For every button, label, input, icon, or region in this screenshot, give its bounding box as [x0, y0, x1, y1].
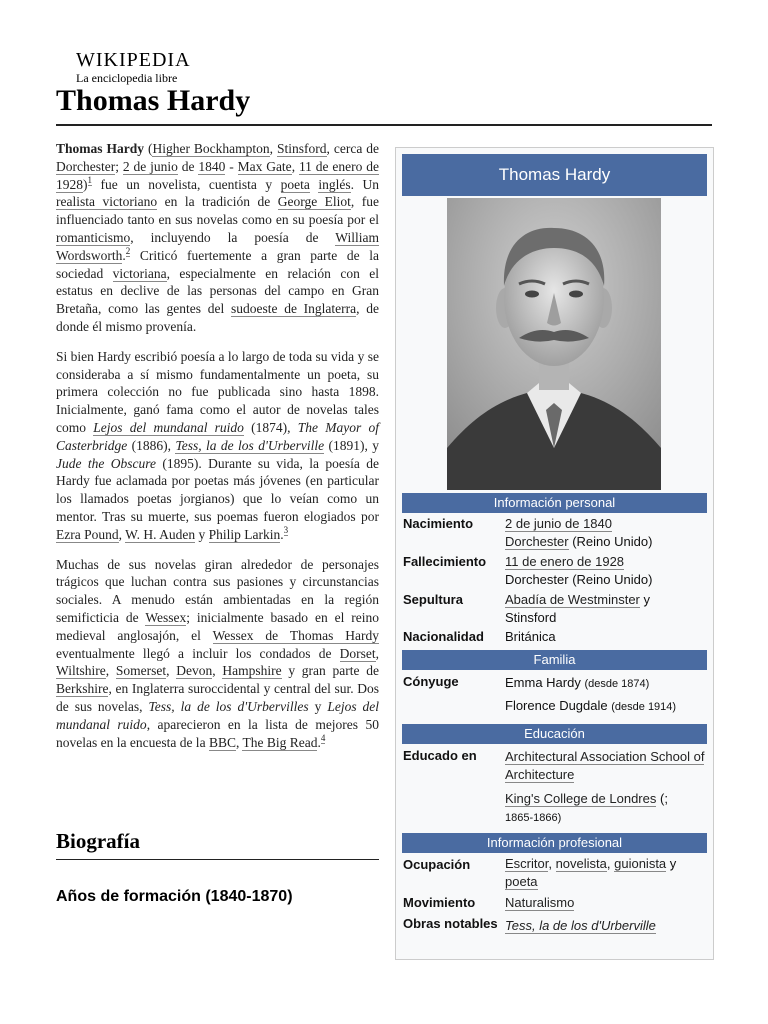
value-conyuge-1: Emma Hardy (desde 1874) [505, 675, 650, 690]
infobox [395, 147, 714, 960]
link-romanticismo[interactable]: romanticismo [56, 229, 131, 245]
value-fallecimiento: 11 de enero de 1928 Dorchester (Reino Unido) [505, 554, 653, 587]
title-divider [56, 124, 712, 126]
link-william-wordsworth[interactable]: William Wordsworth [56, 229, 379, 263]
link-victoriana[interactable]: victoriana [112, 265, 167, 281]
link-poeta[interactable]: poeta [280, 176, 310, 192]
ref-1[interactable]: 1 [87, 175, 92, 186]
value-sepultura: Abadía de Westminster y Stinsford [505, 592, 651, 625]
intro-paragraph-2: Si bien Hardy escribió poesía a lo largo de toda su vida y se consideraba a sí mismo fundamentalmente un poeta, su primera colección no fue publicada sino hasta 1898. Inicialmente, ganó fama como el autor de novelas tales como Lejos del mundanal ruido (1874), The Mayor of Casterbridge (1886), Tess, la de los d'Urberville (1891), y Jude the Obscure (1895). Durante su vida, la poesía de Hardy fue aclamada por poetas más jóvenes (en particular los llamados poetas jorgianos) que lo veían como un mentor. Tras su muerte, sus poemas fueron elogiados por Ezra Pound, W. H. Auden y Philip Larkin.$^3$ [56, 348, 380, 542]
link-tess[interactable]: Tess, la de los d'Urberville [175, 437, 325, 453]
title-lejos: Lejos del mundanal ruido [56, 698, 380, 732]
link-wessex[interactable]: Wessex [145, 609, 187, 625]
link-dorchester[interactable]: Dorchester [56, 158, 116, 174]
link-poeta-infobox[interactable]: poeta [505, 873, 538, 889]
link-naturalismo[interactable]: Naturalismo [505, 895, 575, 910]
link-kings-college[interactable]: King's College de Londres [505, 791, 657, 806]
infobox-section-profesional: Información profesional [402, 833, 707, 853]
value-conyuge-2: Florence Dugdale (desde 1914) [505, 698, 677, 713]
link-realista-victoriano[interactable]: realista victoriano [56, 194, 158, 210]
portrait-photo[interactable] [447, 198, 661, 490]
label-conyuge: Cónyuge [403, 674, 459, 689]
wikipedia-logo[interactable] [76, 50, 191, 86]
link-hampshire[interactable]: Hampshire [222, 663, 282, 679]
infobox-section-educacion: Educación [402, 724, 707, 744]
subsection-heading-formacion: Años de formación (1840-1870) [56, 888, 293, 905]
link-stinsford[interactable]: Stinsford [277, 141, 327, 156]
link-birth-date-infobox[interactable]: 2 de junio de 1840 [505, 516, 612, 531]
intro-paragraph-3: Muchas de sus novelas giran alrededor de personajes trágicos que luchan contra sus pasiones y circunstancias sociales. A menudo están ambientadas en la región semificticia de Wessex; inicialmente basado en el reino medieval anglosajón, el Wessex de Thomas Hardy eventualmente llegó a incluir los condados de Dorset, Wiltshire, Somerset, Devon, Hampshire y gran parte de Berkshire, en Inglaterra suroccidental y central del sur. Dos de sus novelas, Tess, la de los d'Urbervilles y Lejos del mundanal ruido, aparecieron en la lista de mejores 50 novelas en la encuesta de la BBC, The Big Read.$^4$ [56, 556, 380, 750]
label-movimiento: Movimiento [403, 895, 476, 910]
wikipedia-tagline: La enciclopedia libre [76, 71, 178, 85]
link-tess-infobox[interactable]: Tess, la de los d'Urberville [505, 918, 656, 933]
link-higher-bockhampton[interactable]: Higher Bockhampton [152, 141, 270, 156]
link-devon[interactable]: Devon [176, 663, 213, 679]
link-dorset[interactable]: Dorset [339, 645, 376, 661]
link-lejos-del-mundanal-ruido[interactable]: Lejos del mundanal ruido [93, 419, 244, 435]
link-somerset[interactable]: Somerset [115, 663, 167, 679]
label-fallecimiento: Fallecimiento [403, 554, 487, 569]
link-wh-auden[interactable]: W. H. Auden [125, 526, 196, 542]
value-ocupacion: Escritor, novelista, guionista y poeta [505, 856, 677, 889]
value-movimiento [505, 894, 707, 912]
portrait-image [447, 198, 661, 490]
infobox-title: Thomas Hardy [402, 154, 707, 196]
link-berkshire[interactable]: Berkshire [56, 681, 109, 697]
value-nacimiento: 2 de junio de 1840 Dorchester (Reino Unido) [505, 516, 653, 549]
link-death-date[interactable]: 11 de enero de 1928 [56, 158, 380, 192]
link-wessex-thomas-hardy[interactable]: Wessex de Thomas Hardy [212, 627, 379, 643]
title-jude-the-obscure: Jude the Obscure [56, 455, 156, 471]
label-educado-en: Educado en [403, 748, 477, 763]
infobox-section-familia: Familia [402, 650, 707, 670]
article-body [56, 140, 379, 763]
link-ezra-pound[interactable]: Ezra Pound [56, 526, 119, 542]
link-death-date-infobox[interactable]: 11 de enero de 1928 [505, 554, 625, 569]
label-sepultura: Sepultura [403, 592, 463, 607]
link-birth-place-infobox[interactable]: Dorchester [505, 533, 569, 549]
value-educado-2: King's College de Londres (; 1865-1866) [505, 791, 668, 824]
link-george-eliot[interactable]: George Eliot [277, 194, 351, 210]
link-sudoeste-inglaterra[interactable]: sudoeste de Inglaterra [230, 301, 357, 317]
link-escritor[interactable]: Escritor [505, 856, 549, 871]
intro-paragraph-1: Thomas Hardy (Higher Bockhampton, Stinsford, cerca de Dorchester; 2 de junio de 1840 - Max Gate, 11 de enero de 1928)$^1$ fue un novelista, cuentista y poeta inglés. Un realista victoriano en la tradición de George Eliot, fue influenciado tanto en sus novelas como en su poesía por el romanticismo, incluyendo la poesía de William Wordsworth.$^2$ Criticó fuertemente a gran parte de la sociedad victoriana, especialmente en relación con el estatus en declive de las personas del campo en Gran Bretaña, como las gentes del sudoeste de Inglaterra, de donde él mismo provenía. [56, 141, 380, 334]
link-the-big-read[interactable]: The Big Read [242, 734, 318, 750]
ref-3[interactable]: 3 [283, 525, 289, 536]
link-ingles[interactable]: inglés [318, 176, 351, 192]
label-ocupacion: Ocupación [403, 857, 471, 872]
label-nacionalidad: Nacionalidad [403, 629, 484, 644]
ref-4[interactable]: 4 [320, 733, 326, 743]
link-birth-date[interactable]: 2 de junio [122, 158, 178, 174]
infobox-section-personal: Información personal [402, 493, 707, 513]
value-nacionalidad: Británica [505, 629, 556, 644]
link-guionista[interactable]: guionista [614, 856, 667, 871]
section-heading-biografia: Biografía [56, 829, 379, 860]
title-tess: Tess, la de los d'Urbervilles [148, 698, 309, 714]
link-bbc[interactable]: BBC [208, 734, 236, 750]
value-educado-1 [505, 748, 707, 783]
link-westminster-abbey[interactable]: Abadía de Westminster [505, 592, 640, 607]
link-birth-year[interactable]: 1840 [198, 158, 226, 174]
link-max-gate[interactable]: Max Gate [237, 158, 292, 174]
value-obras-notables [505, 917, 707, 935]
link-architectural-association[interactable]: Architectural Association School of Architecture [505, 749, 705, 782]
ref-2[interactable]: 2 [125, 246, 131, 257]
label-obras-notables: Obras notables [403, 916, 498, 931]
link-novelista[interactable]: novelista [555, 856, 607, 871]
link-wiltshire[interactable]: Wiltshire [56, 663, 106, 679]
label-nacimiento: Nacimiento [403, 516, 474, 531]
page-title: Thomas Hardy [56, 84, 251, 117]
title-mayor-of-casterbridge: The Mayor of Casterbridge [56, 419, 379, 453]
wikipedia-wordmark: WIKIPEDIA [76, 49, 191, 71]
link-philip-larkin[interactable]: Philip Larkin [208, 526, 281, 542]
article-subject: Thomas Hardy [56, 141, 144, 156]
